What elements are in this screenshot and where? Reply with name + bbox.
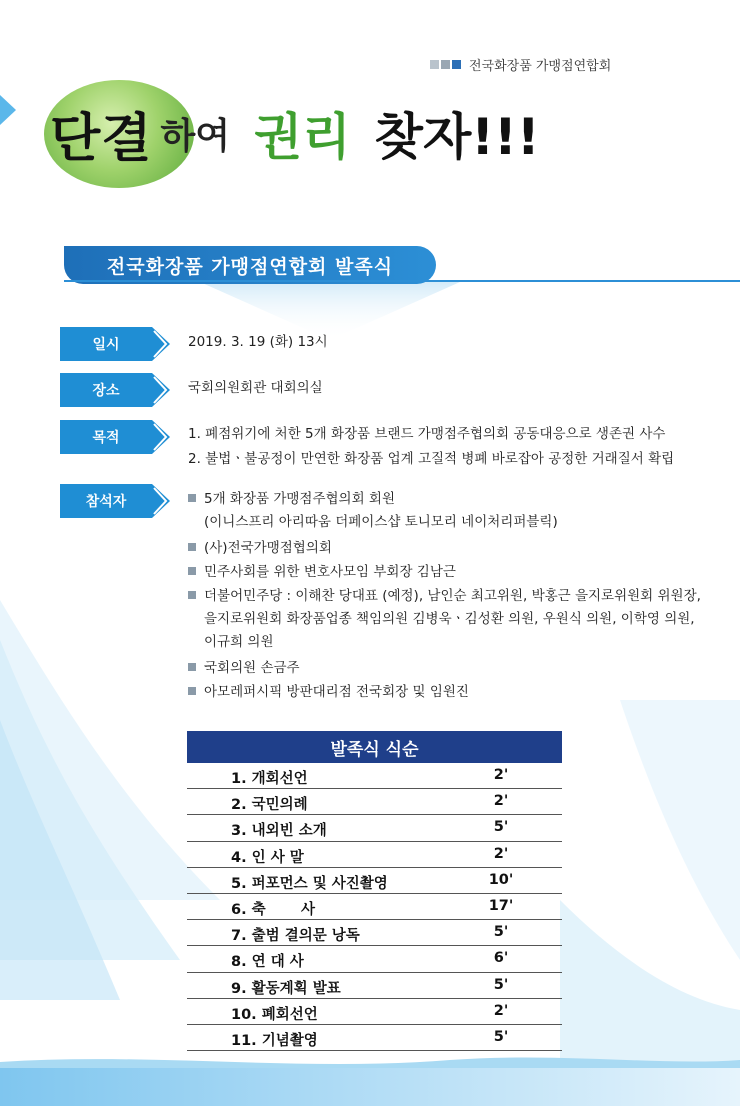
page-title <box>50 78 540 188</box>
bullet-icon <box>188 687 196 695</box>
place-value: 국회의원회관 대회의실 <box>188 380 323 396</box>
table-row: 1. 개회선언 2' <box>187 763 562 789</box>
attendee-subitem: (이니스프리 아리따움 더페이스샵 토니모리 네이처리퍼블릭) <box>204 514 558 530</box>
table-row: 11. 기념촬영 5' <box>187 1025 562 1051</box>
banner-title: 전국화장품 가맹점연합회 발족식 <box>106 255 394 278</box>
label-place: 장소 <box>60 373 170 407</box>
attendee-item: 민주사회를 위한 변호사모임 부회장 김남근 <box>188 561 456 583</box>
title-connector: 하여 <box>160 115 231 157</box>
table-row: 4. 인 사 말 2' <box>187 842 562 868</box>
table-row: 8. 연 대 사 6' <box>187 946 562 972</box>
bullet-icon <box>188 543 196 551</box>
table-row: 9. 활동계획 발표 5' <box>187 973 562 999</box>
square-icon <box>452 60 461 69</box>
title-reclaim: 찾자!!! <box>374 108 540 166</box>
bullet-icon <box>188 567 196 575</box>
table-row: 5. 퍼포먼스 및 사진촬영 10' <box>187 868 562 894</box>
program-table <box>187 731 562 1051</box>
attendee-item: 5개 화장품 가맹점주협의회 회원 <box>188 488 395 510</box>
purpose-item: 1. 폐점위기에 처한 5개 화장품 브랜드 가맹점주협의회 공동대응으로 생존권 사수 <box>188 426 666 442</box>
organization-label <box>430 55 611 74</box>
label-attendees: 참석자 <box>60 484 170 518</box>
table-row: 10. 폐회선언 2' <box>187 999 562 1025</box>
bullet-icon <box>188 591 196 599</box>
organization-name: 전국화장품 가맹점연합회 <box>469 59 612 74</box>
attendee-item: (사)전국가맹점협의회 <box>188 537 332 559</box>
table-row: 7. 출범 결의문 낭독 5' <box>187 920 562 946</box>
purpose-item: 2. 불법ㆍ불공정이 만연한 화장품 업계 고질적 병폐 바로잡아 공정한 거래질서 확립 <box>188 451 675 467</box>
event-banner <box>64 246 436 284</box>
bullet-icon <box>188 663 196 671</box>
title-unity: 단결 <box>50 108 153 169</box>
label-purpose: 목적 <box>60 420 170 454</box>
label-date: 일시 <box>60 327 170 361</box>
square-icon <box>430 60 439 69</box>
bullet-icon <box>188 494 196 502</box>
attendee-subitem: 을지로위원회 화장품업종 책임의원 김병욱ㆍ김성환 의원, 우원식 의원, 이학영 의원, <box>204 611 695 627</box>
table-row: 3. 내외빈 소개 5' <box>187 815 562 841</box>
attendee-subitem: 이규희 의원 <box>204 634 274 650</box>
table-row: 6. 축 사 17' <box>187 894 562 920</box>
table-row: 2. 국민의례 2' <box>187 789 562 815</box>
date-value: 2019. 3. 19 (화) 13시 <box>188 334 328 350</box>
divider <box>64 280 740 282</box>
attendee-item: 아모레퍼시픽 방판대리점 전국회장 및 임원진 <box>188 681 469 703</box>
title-rights: 권리 <box>254 108 351 166</box>
square-icon <box>441 60 450 69</box>
program-title: 발족식 식순 <box>187 731 562 763</box>
attendee-item: 더불어민주당 : 이해찬 당대표 (예정), 남인순 최고위원, 박홍근 을지로위원회 위원장, <box>188 585 701 607</box>
attendee-item: 국회의원 손금주 <box>188 657 300 679</box>
